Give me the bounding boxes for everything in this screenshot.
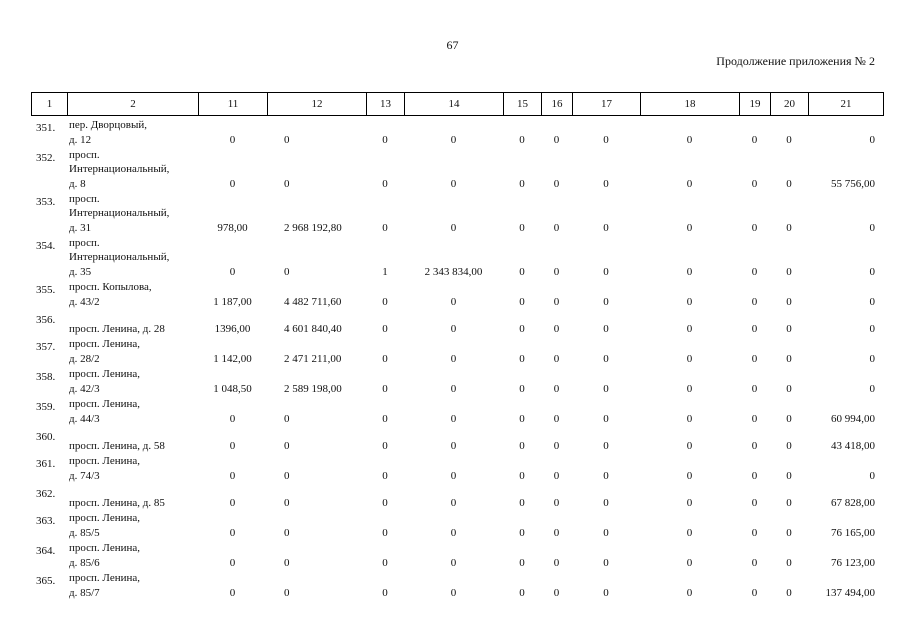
cell-c16: 0 [553, 295, 560, 308]
cell-c21: 43 418,00 [831, 439, 875, 452]
cell-c11: 0 [229, 496, 236, 509]
cell-c16: 0 [553, 526, 560, 539]
cell-c16: 0 [553, 382, 560, 395]
cell-c20: 0 [786, 496, 792, 509]
table-row [31, 510, 883, 540]
cell-c17: 0 [603, 177, 609, 190]
cell-c21: 0 [869, 295, 875, 308]
cell-c21: 67 828,00 [831, 496, 875, 509]
cell-c12: 0 [284, 439, 290, 452]
cell-c18: 0 [686, 556, 693, 569]
cell-c16: 0 [553, 177, 560, 190]
cell-c14: 0 [450, 322, 457, 335]
cell-c17: 0 [603, 352, 609, 365]
cell-c19: 0 [751, 295, 758, 308]
cell-addr: просп. Ленина, д. 85/6 [69, 542, 140, 569]
cell-c15: 0 [519, 439, 525, 452]
cell-c20: 0 [786, 469, 792, 482]
cell-c17: 0 [603, 469, 609, 482]
cell-c17: 0 [603, 556, 609, 569]
cell-c20: 0 [786, 221, 792, 234]
table-row [31, 366, 883, 396]
cell-c21: 0 [869, 352, 875, 365]
cell-addr: просп. Ленина, д. 28/2 [69, 338, 140, 365]
cell-c15: 0 [519, 265, 525, 278]
cell-c17: 0 [603, 382, 609, 395]
cell-c13: 0 [382, 439, 388, 452]
table-row [31, 191, 883, 235]
cell-c21: 0 [869, 133, 875, 146]
cell-c18: 0 [686, 352, 693, 365]
cell-c14: 0 [450, 221, 457, 234]
cell-addr: просп. Интернациональный, д. 35 [69, 237, 170, 278]
cell-c21: 0 [869, 322, 875, 335]
cell-c21: 0 [869, 265, 875, 278]
cell-c11: 0 [229, 526, 236, 539]
cell-c20: 0 [786, 439, 792, 452]
cell-c13: 0 [382, 526, 388, 539]
column-header-21: 21 [809, 93, 884, 116]
cell-c16: 0 [553, 322, 560, 335]
table-row [31, 540, 883, 570]
cell-num: 365. [36, 575, 56, 587]
cell-addr: пер. Дворцовый, д. 12 [69, 119, 147, 146]
cell-c17: 0 [603, 265, 609, 278]
cell-c18: 0 [686, 439, 693, 452]
cell-c17: 0 [603, 412, 609, 425]
cell-c14: 0 [450, 556, 457, 569]
cell-c11: 1 187,00 [213, 295, 252, 308]
cell-num: 362. [36, 488, 56, 500]
cell-c14: 2 343 834,00 [424, 265, 483, 278]
cell-c16: 0 [553, 469, 560, 482]
cell-num: 361. [36, 458, 56, 470]
cell-c13: 0 [382, 352, 388, 365]
cell-c16: 0 [553, 496, 560, 509]
cell-c19: 0 [751, 133, 758, 146]
cell-c11: 0 [229, 556, 236, 569]
cell-c12: 4 601 840,40 [284, 322, 342, 335]
column-header-19: 19 [740, 93, 771, 116]
cell-c19: 0 [751, 556, 758, 569]
cell-c20: 0 [786, 322, 792, 335]
cell-c15: 0 [519, 382, 525, 395]
table-row [31, 336, 883, 366]
cell-c17: 0 [603, 526, 609, 539]
cell-c18: 0 [686, 382, 693, 395]
cell-c19: 0 [751, 322, 758, 335]
cell-c21: 76 123,00 [831, 556, 875, 569]
cell-c16: 0 [553, 412, 560, 425]
cell-c17: 0 [603, 133, 609, 146]
cell-c16: 0 [553, 439, 560, 452]
cell-c11: 0 [229, 265, 236, 278]
cell-c17: 0 [603, 221, 609, 234]
cell-addr: просп. Ленина, д. 85/5 [69, 512, 140, 539]
cell-c18: 0 [686, 133, 693, 146]
cell-c15: 0 [519, 496, 525, 509]
cell-c18: 0 [686, 265, 693, 278]
cell-c19: 0 [751, 469, 758, 482]
cell-c18: 0 [686, 526, 693, 539]
cell-c13: 0 [382, 412, 388, 425]
table-row [31, 279, 883, 309]
cell-num: 356. [36, 314, 56, 326]
cell-c13: 0 [382, 177, 388, 190]
cell-c11: 0 [229, 412, 236, 425]
cell-addr: просп. Интернациональный, д. 31 [69, 193, 170, 234]
table-row [31, 396, 883, 426]
cell-c19: 0 [751, 586, 758, 599]
cell-c12: 2 968 192,80 [284, 221, 342, 234]
table-row [31, 117, 883, 147]
cell-c20: 0 [786, 526, 792, 539]
cell-c18: 0 [686, 586, 693, 599]
cell-addr: просп. Ленина, д. 42/3 [69, 368, 140, 395]
cell-c15: 0 [519, 412, 525, 425]
cell-c18: 0 [686, 322, 693, 335]
cell-c13: 0 [382, 382, 388, 395]
cell-c13: 0 [382, 496, 388, 509]
cell-c16: 0 [553, 265, 560, 278]
cell-c19: 0 [751, 382, 758, 395]
column-header-13: 13 [367, 93, 405, 116]
cell-c21: 60 994,00 [831, 412, 875, 425]
cell-addr: просп. Ленина, д. 85/7 [69, 572, 140, 599]
cell-c11: 1 142,00 [213, 352, 252, 365]
cell-c15: 0 [519, 133, 525, 146]
cell-c17: 0 [603, 496, 609, 509]
column-header-11: 11 [199, 93, 268, 116]
cell-c14: 0 [450, 133, 457, 146]
table-row [31, 147, 883, 191]
cell-c15: 0 [519, 556, 525, 569]
cell-addr: просп. Ленина, д. 44/3 [69, 398, 140, 425]
cell-c15: 0 [519, 526, 525, 539]
cell-addr: просп. Ленина, д. 85 [69, 496, 165, 509]
cell-c12: 2 471 211,00 [284, 352, 342, 365]
cell-c14: 0 [450, 526, 457, 539]
cell-c20: 0 [786, 352, 792, 365]
cell-addr: просп. Ленина, д. 74/3 [69, 455, 140, 482]
cell-addr: просп. Копылова, д. 43/2 [69, 281, 152, 308]
cell-c21: 137 494,00 [825, 586, 875, 599]
cell-c20: 0 [786, 295, 792, 308]
cell-c20: 0 [786, 265, 792, 278]
column-header-20: 20 [771, 93, 809, 116]
cell-c17: 0 [603, 439, 609, 452]
cell-c12: 0 [284, 412, 290, 425]
cell-c12: 0 [284, 586, 290, 599]
cell-c19: 0 [751, 221, 758, 234]
table-row [31, 570, 883, 600]
cell-c18: 0 [686, 295, 693, 308]
cell-c16: 0 [553, 133, 560, 146]
cell-num: 360. [36, 431, 56, 443]
cell-c21: 0 [869, 469, 875, 482]
cell-c19: 0 [751, 496, 758, 509]
column-header-14: 14 [405, 93, 504, 116]
cell-addr: просп. Ленина, д. 28 [69, 322, 165, 335]
cell-num: 352. [36, 152, 56, 164]
cell-c13: 0 [382, 322, 388, 335]
cell-c11: 978,00 [217, 221, 248, 234]
cell-num: 358. [36, 371, 56, 383]
column-header-16: 16 [542, 93, 573, 116]
cell-c13: 1 [382, 265, 388, 278]
cell-c16: 0 [553, 586, 560, 599]
cell-c16: 0 [553, 221, 560, 234]
cell-c19: 0 [751, 526, 758, 539]
cell-c16: 0 [553, 556, 560, 569]
cell-c15: 0 [519, 177, 525, 190]
cell-c12: 0 [284, 469, 290, 482]
cell-num: 359. [36, 401, 56, 413]
data-table [31, 117, 883, 600]
cell-c11: 0 [229, 133, 236, 146]
cell-c20: 0 [786, 556, 792, 569]
cell-c12: 0 [284, 526, 290, 539]
cell-c14: 0 [450, 412, 457, 425]
cell-c17: 0 [603, 295, 609, 308]
cell-c17: 0 [603, 586, 609, 599]
cell-c18: 0 [686, 177, 693, 190]
cell-c14: 0 [450, 382, 457, 395]
cell-c13: 0 [382, 221, 388, 234]
cell-c15: 0 [519, 352, 525, 365]
cell-num: 354. [36, 240, 56, 252]
cell-c15: 0 [519, 322, 525, 335]
cell-c19: 0 [751, 352, 758, 365]
cell-c12: 0 [284, 496, 290, 509]
cell-c18: 0 [686, 412, 693, 425]
cell-c21: 55 756,00 [831, 177, 875, 190]
table-row [31, 309, 883, 336]
cell-c13: 0 [382, 586, 388, 599]
cell-c19: 0 [751, 177, 758, 190]
cell-c13: 0 [382, 295, 388, 308]
cell-c20: 0 [786, 133, 792, 146]
cell-num: 363. [36, 515, 56, 527]
cell-num: 364. [36, 545, 56, 557]
cell-c11: 1396,00 [214, 322, 251, 335]
cell-c15: 0 [519, 221, 525, 234]
cell-c21: 0 [869, 382, 875, 395]
column-header-12: 12 [268, 93, 367, 116]
cell-c19: 0 [751, 265, 758, 278]
cell-c20: 0 [786, 382, 792, 395]
cell-num: 351. [36, 122, 56, 134]
column-header-18: 18 [641, 93, 740, 116]
cell-c11: 0 [229, 177, 236, 190]
cell-c15: 0 [519, 469, 525, 482]
cell-c12: 0 [284, 265, 290, 278]
cell-c21: 76 165,00 [831, 526, 875, 539]
appendix-subtitle: Продолжение приложения № 2 [716, 54, 875, 68]
cell-c12: 4 482 711,60 [284, 295, 342, 308]
cell-num: 355. [36, 284, 56, 296]
cell-c12: 0 [284, 177, 290, 190]
cell-c11: 0 [229, 469, 236, 482]
cell-addr: просп. Ленина, д. 58 [69, 439, 165, 452]
cell-c20: 0 [786, 177, 792, 190]
column-header-15: 15 [504, 93, 542, 116]
cell-c14: 0 [450, 177, 457, 190]
table-header [31, 92, 884, 116]
cell-c16: 0 [553, 352, 560, 365]
cell-c13: 0 [382, 133, 388, 146]
cell-c18: 0 [686, 469, 693, 482]
column-header-1: 1 [32, 93, 68, 116]
cell-c12: 2 589 198,00 [284, 382, 342, 395]
table-row [31, 483, 883, 510]
cell-c11: 1 048,50 [213, 382, 252, 395]
cell-c13: 0 [382, 469, 388, 482]
cell-num: 357. [36, 341, 56, 353]
cell-c14: 0 [450, 469, 457, 482]
cell-c18: 0 [686, 221, 693, 234]
cell-c12: 0 [284, 133, 290, 146]
cell-addr: просп. Интернациональный, д. 8 [69, 149, 170, 190]
cell-c21: 0 [869, 221, 875, 234]
column-header-17: 17 [573, 93, 641, 116]
column-header-2: 2 [68, 93, 199, 116]
cell-c18: 0 [686, 496, 693, 509]
cell-c20: 0 [786, 586, 792, 599]
cell-c14: 0 [450, 352, 457, 365]
cell-c12: 0 [284, 556, 290, 569]
cell-c15: 0 [519, 586, 525, 599]
table-row [31, 235, 883, 279]
cell-c14: 0 [450, 295, 457, 308]
cell-c14: 0 [450, 496, 457, 509]
table-row [31, 426, 883, 453]
cell-num: 353. [36, 196, 56, 208]
cell-c14: 0 [450, 586, 457, 599]
cell-c13: 0 [382, 556, 388, 569]
cell-c15: 0 [519, 295, 525, 308]
cell-c14: 0 [450, 439, 457, 452]
cell-c19: 0 [751, 439, 758, 452]
cell-c20: 0 [786, 412, 792, 425]
cell-c17: 0 [603, 322, 609, 335]
cell-c11: 0 [229, 439, 236, 452]
table-row [31, 453, 883, 483]
page-number: 67 [446, 38, 459, 52]
cell-c19: 0 [751, 412, 758, 425]
cell-c11: 0 [229, 586, 236, 599]
